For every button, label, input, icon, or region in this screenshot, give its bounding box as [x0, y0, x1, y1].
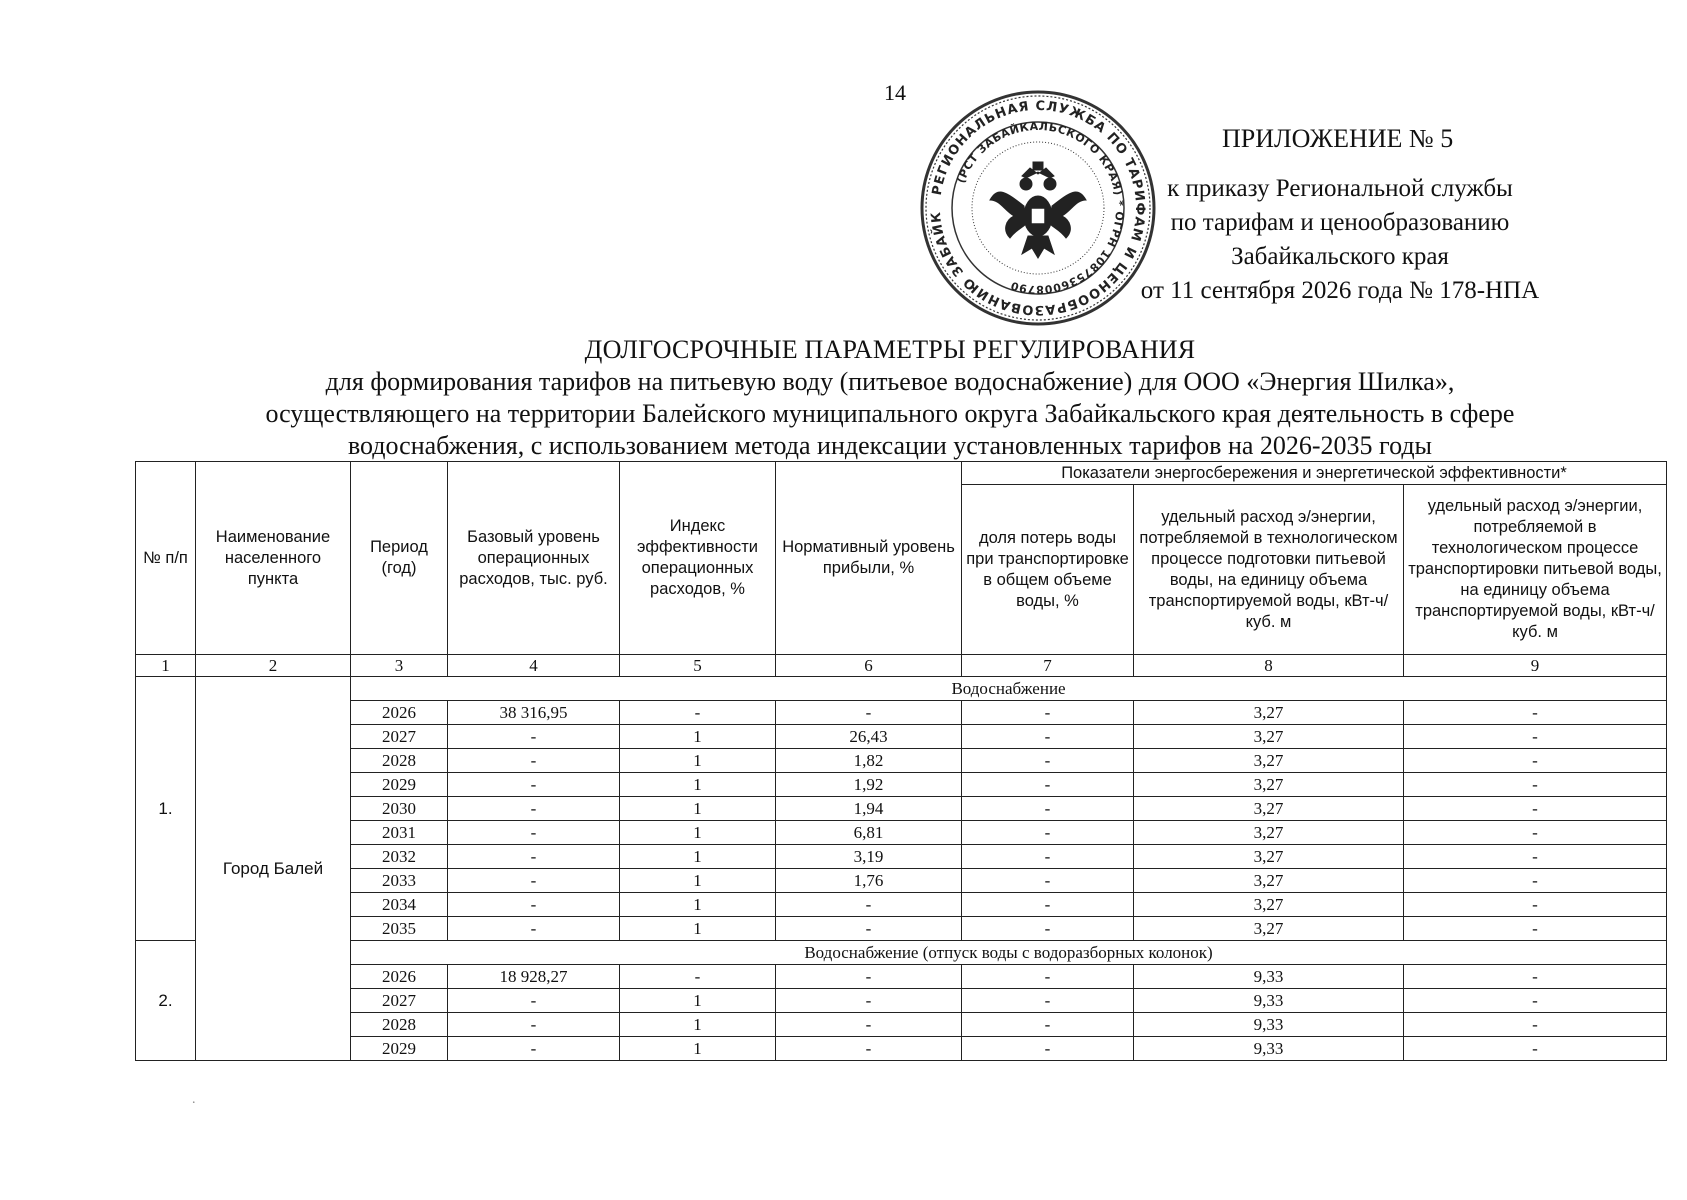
table-row: [136, 773, 1667, 797]
cell-loss-share: -: [962, 965, 1134, 989]
column-number: 5: [620, 655, 776, 677]
cell-energy-transport: -: [1404, 989, 1667, 1013]
cell-energy-prep: 3,27: [1134, 869, 1404, 893]
appendix-title: ПРИЛОЖЕНИЕ № 5: [1222, 124, 1454, 153]
cell-profit-level: 1,82: [776, 749, 962, 773]
cell-energy-transport: -: [1404, 845, 1667, 869]
cell-base-level: -: [448, 989, 620, 1013]
header-energy-group: Показатели энергосбережения и энергетической эффективности*: [962, 462, 1667, 485]
cell-efficiency-index: 1: [620, 893, 776, 917]
decree-line: Забайкальского края: [1231, 243, 1449, 270]
decree-reference: [1120, 172, 1560, 308]
cell-loss-share: -: [962, 989, 1134, 1013]
cell-base-level: 38 316,95: [448, 701, 620, 725]
cell-profit-level: -: [776, 1013, 962, 1037]
settlement-name: Город Балей: [196, 677, 351, 1061]
header-profit-level: Нормативный уровень прибыли, %: [776, 462, 962, 655]
cell-energy-prep: 3,27: [1134, 893, 1404, 917]
cell-loss-share: -: [962, 845, 1134, 869]
cell-efficiency-index: 1: [620, 989, 776, 1013]
cell-energy-transport: -: [1404, 773, 1667, 797]
column-number: 7: [962, 655, 1134, 677]
document-title-main: ДОЛГОСРОЧНЫЕ ПАРАМЕТРЫ РЕГУЛИРОВАНИЯ: [584, 335, 1196, 364]
cell-energy-transport: -: [1404, 797, 1667, 821]
document-title-line: осуществляющего на территории Балейского муниципального округа Забайкальского края деятельность в сфере: [265, 399, 1515, 428]
table-row: [136, 917, 1667, 941]
cell-base-level: -: [448, 773, 620, 797]
cell-year: 2027: [351, 989, 448, 1013]
decree-line: к приказу Региональной службы: [1167, 175, 1513, 202]
cell-energy-prep: 3,27: [1134, 773, 1404, 797]
header-energy-prep: удельный расход э/энергии, потребляемой в технологическом процессе подготовки питьевой воды, на единицу объема транспортируемой воды, кВт-ч/куб. м: [1134, 485, 1404, 655]
decree-line: от 11 сентября 2026 года № 178-НПА: [1140, 277, 1540, 304]
cell-loss-share: -: [962, 725, 1134, 749]
cell-year: 2028: [351, 1013, 448, 1037]
column-number: 6: [776, 655, 962, 677]
cell-base-level: -: [448, 797, 620, 821]
column-number: 8: [1134, 655, 1404, 677]
cell-energy-transport: -: [1404, 821, 1667, 845]
cell-energy-transport: -: [1404, 749, 1667, 773]
cell-base-level: -: [448, 1037, 620, 1061]
table-row: [136, 701, 1667, 725]
cell-energy-prep: 3,27: [1134, 749, 1404, 773]
cell-efficiency-index: 1: [620, 917, 776, 941]
cell-year: 2035: [351, 917, 448, 941]
cell-base-level: -: [448, 749, 620, 773]
section-title: Водоснабжение (отпуск воды с водоразборных колонок): [351, 941, 1667, 965]
table-row: [136, 1013, 1667, 1037]
table-row: [136, 989, 1667, 1013]
cell-profit-level: -: [776, 893, 962, 917]
cell-energy-prep: 9,33: [1134, 989, 1404, 1013]
cell-base-level: -: [448, 725, 620, 749]
table-row: [136, 893, 1667, 917]
header-efficiency-index: Индекс эффективности операционных расходов, %: [620, 462, 776, 655]
cell-year: 2031: [351, 821, 448, 845]
cell-loss-share: -: [962, 893, 1134, 917]
cell-energy-transport: -: [1404, 917, 1667, 941]
cell-energy-prep: 3,27: [1134, 797, 1404, 821]
column-number: 9: [1404, 655, 1667, 677]
cell-loss-share: -: [962, 797, 1134, 821]
cell-profit-level: -: [776, 917, 962, 941]
cell-year: 2034: [351, 893, 448, 917]
column-number-row: [136, 655, 1667, 677]
cell-base-level: 18 928,27: [448, 965, 620, 989]
cell-loss-share: -: [962, 749, 1134, 773]
cell-year: 2030: [351, 797, 448, 821]
cell-base-level: -: [448, 917, 620, 941]
cell-efficiency-index: 1: [620, 725, 776, 749]
cell-efficiency-index: 1: [620, 749, 776, 773]
cell-base-level: -: [448, 869, 620, 893]
regulation-table: [135, 461, 1666, 1061]
cell-year: 2029: [351, 773, 448, 797]
cell-loss-share: -: [962, 1037, 1134, 1061]
cell-energy-prep: 9,33: [1134, 965, 1404, 989]
cell-efficiency-index: 1: [620, 821, 776, 845]
column-number: 2: [196, 655, 351, 677]
cell-profit-level: 3,19: [776, 845, 962, 869]
cell-energy-prep: 3,27: [1134, 821, 1404, 845]
cell-energy-transport: -: [1404, 1037, 1667, 1061]
cell-energy-transport: -: [1404, 893, 1667, 917]
cell-profit-level: -: [776, 965, 962, 989]
seal-outer-text: РЕГИОНАЛЬНАЯ СЛУЖБА ПО ТАРИФАМ И ЦЕНООБРАЗОВАНИЮ ЗАБАЙК: [928, 98, 1148, 318]
cell-energy-prep: 9,33: [1134, 1037, 1404, 1061]
table-row: [136, 869, 1667, 893]
cell-energy-prep: 3,27: [1134, 701, 1404, 725]
cell-loss-share: -: [962, 1013, 1134, 1037]
margin-mark: .: [192, 1092, 196, 1107]
cell-year: 2029: [351, 1037, 448, 1061]
cell-loss-share: -: [962, 773, 1134, 797]
header-base-level: Базовый уровень операционных расходов, тыс. руб.: [448, 462, 620, 655]
document-title-line: водоснабжения, с использованием метода индексации установленных тарифов на 2026-2035 годы: [347, 431, 1433, 460]
cell-loss-share: -: [962, 869, 1134, 893]
page-number: 14: [884, 80, 906, 105]
cell-profit-level: -: [776, 1037, 962, 1061]
cell-profit-level: 1,76: [776, 869, 962, 893]
cell-base-level: -: [448, 845, 620, 869]
cell-energy-prep: 3,27: [1134, 917, 1404, 941]
cell-loss-share: -: [962, 701, 1134, 725]
cell-base-level: -: [448, 1013, 620, 1037]
cell-year: 2026: [351, 701, 448, 725]
cell-efficiency-index: -: [620, 701, 776, 725]
cell-energy-transport: -: [1404, 725, 1667, 749]
cell-energy-transport: -: [1404, 1013, 1667, 1037]
cell-profit-level: -: [776, 701, 962, 725]
cell-energy-transport: -: [1404, 965, 1667, 989]
section-row: [136, 941, 1667, 965]
table-row: [136, 797, 1667, 821]
table-row: [136, 1037, 1667, 1061]
cell-energy-prep: 3,27: [1134, 845, 1404, 869]
cell-year: 2027: [351, 725, 448, 749]
cell-profit-level: 6,81: [776, 821, 962, 845]
cell-profit-level: 26,43: [776, 725, 962, 749]
column-number: 4: [448, 655, 620, 677]
table-row: [136, 821, 1667, 845]
table-row: [136, 725, 1667, 749]
cell-energy-transport: -: [1404, 701, 1667, 725]
cell-efficiency-index: 1: [620, 845, 776, 869]
column-number: 3: [351, 655, 448, 677]
cell-energy-prep: 3,27: [1134, 725, 1404, 749]
cell-year: 2026: [351, 965, 448, 989]
cell-efficiency-index: 1: [620, 869, 776, 893]
header-period: Период (год): [351, 462, 448, 655]
decree-line: по тарифам и ценообразованию: [1170, 209, 1510, 236]
document-title: [120, 334, 1660, 462]
header-settlement: Наименование населенного пункта: [196, 462, 351, 655]
cell-loss-share: -: [962, 821, 1134, 845]
cell-year: 2032: [351, 845, 448, 869]
table-row: [136, 749, 1667, 773]
cell-year: 2028: [351, 749, 448, 773]
document-title-line: для формирования тарифов на питьевую воду (питьевое водоснабжение) для ООО «Энергия Шилка»,: [325, 367, 1455, 396]
column-number: 1: [136, 655, 196, 677]
cell-profit-level: 1,92: [776, 773, 962, 797]
cell-efficiency-index: 1: [620, 1037, 776, 1061]
cell-efficiency-index: 1: [620, 797, 776, 821]
cell-efficiency-index: 1: [620, 773, 776, 797]
cell-energy-transport: -: [1404, 869, 1667, 893]
section-title: Водоснабжение: [351, 677, 1667, 701]
cell-profit-level: 1,94: [776, 797, 962, 821]
cell-efficiency-index: -: [620, 965, 776, 989]
section-number: 1.: [136, 677, 196, 941]
cell-base-level: -: [448, 821, 620, 845]
seal-inner-text: (РСТ ЗАБАЙКАЛЬСКОГО КРАЯ) * ОГРН 1087536008790: [954, 119, 1127, 297]
cell-efficiency-index: 1: [620, 1013, 776, 1037]
section-row: [136, 677, 1667, 701]
header-energy-transport: удельный расход э/энергии, потребляемой в технологическом процессе транспортировки питьевой воды, на единицу объема транспортируемой воды, кВт-ч/куб. м: [1404, 485, 1667, 655]
header-num: № п/п: [136, 462, 196, 655]
header-loss-share: доля потерь воды при транспортировке в общем объеме воды, %: [962, 485, 1134, 655]
table-row: [136, 965, 1667, 989]
cell-year: 2033: [351, 869, 448, 893]
cell-energy-prep: 9,33: [1134, 1013, 1404, 1037]
section-number: 2.: [136, 941, 196, 1061]
cell-loss-share: -: [962, 917, 1134, 941]
table-body: [136, 677, 1667, 1061]
cell-profit-level: -: [776, 989, 962, 1013]
cell-base-level: -: [448, 893, 620, 917]
table-row: [136, 845, 1667, 869]
